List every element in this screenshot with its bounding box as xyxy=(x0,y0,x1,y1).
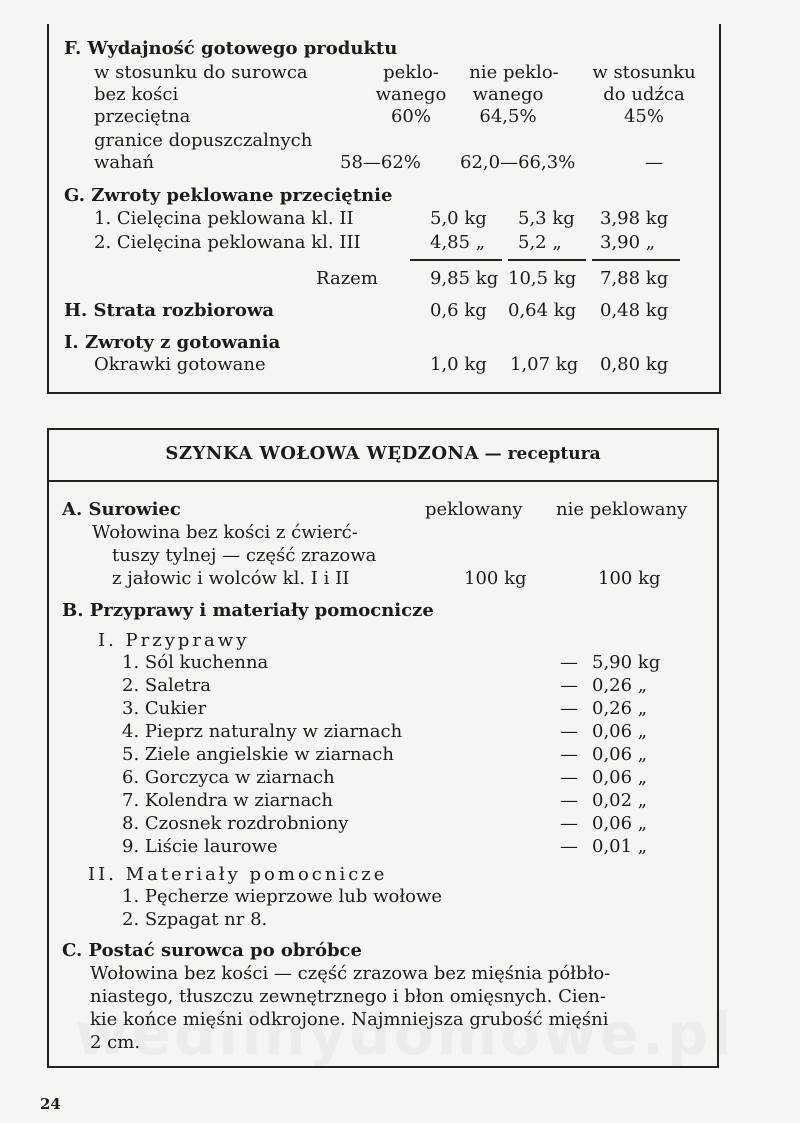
col1-label-line2: bez kości xyxy=(94,84,179,105)
G-total-label: Razem xyxy=(316,268,378,289)
spice-value: 0,26 „ xyxy=(592,698,648,719)
A-col-niepekl-label: nie peklowany xyxy=(556,499,688,520)
I-v2: 1,07 kg xyxy=(510,354,579,375)
C-line: 2 cm. xyxy=(90,1032,141,1053)
spice-value: 0,06 „ xyxy=(592,813,648,834)
material-item: 1. Pęcherze wieprzowe lub wołowe xyxy=(122,886,443,907)
recipe-title xyxy=(49,443,717,465)
B-sub2: II. Materiały pomocnicze xyxy=(88,864,388,885)
G-row-2-v1: 4,85 „ xyxy=(430,232,486,253)
spice-value: 0,02 „ xyxy=(592,790,648,811)
G-row-1-v3: 3,98 kg xyxy=(600,208,669,229)
spice-dash: — xyxy=(560,721,578,742)
spice-dash: — xyxy=(560,813,578,834)
col-udziec-label-line2: do udźca xyxy=(603,84,685,105)
I-v3: 0,80 kg xyxy=(600,354,669,375)
page-number: 24 xyxy=(40,1095,61,1113)
G-total-v3: 7,88 kg xyxy=(600,268,669,289)
spice-name: 7. Kolendra w ziarnach xyxy=(122,790,333,811)
avg-pekl-value: 60% xyxy=(390,106,431,127)
G-sum-rule-1 xyxy=(410,259,502,261)
G-row-2-label: 2. Cielęcina peklowana kl. III xyxy=(94,232,361,253)
A-desc-line3: z jałowic i wolców kl. I i II xyxy=(112,568,350,589)
spice-dash: — xyxy=(560,652,578,673)
G-row-1-v1: 5,0 kg xyxy=(430,208,487,229)
col-pekl-label-line2: wanego xyxy=(375,84,447,105)
title-divider xyxy=(49,480,717,482)
spice-dash: — xyxy=(560,675,578,696)
G-total-v1: 9,85 kg xyxy=(430,268,499,289)
spice-name: 6. Gorczyca w ziarnach xyxy=(122,767,335,788)
spice-dash: — xyxy=(560,767,578,788)
A-v-niepekl: 100 kg xyxy=(598,568,661,589)
I-v1: 1,0 kg xyxy=(430,354,487,375)
G-row-1-label: 1. Cielęcina peklowana kl. II xyxy=(94,208,354,229)
range-niepekl-value: 62,0—66,3% xyxy=(460,152,576,173)
recipe-title-main: SZYNKA WOŁOWA WĘDZONA xyxy=(165,443,479,464)
col-pekl-label-line1: peklo- xyxy=(383,62,439,83)
A-desc-line1: Wołowina bez kości z ćwierć- xyxy=(92,522,358,543)
C-line: kie końce mięśni odkrojone. Najmniejsza grubość mięśni xyxy=(90,1009,609,1030)
range-udziec-value: — xyxy=(645,152,663,173)
avg-label: przeciętna xyxy=(94,106,191,127)
A-col-pekl-label: peklowany xyxy=(425,499,523,520)
H-v2: 0,64 kg xyxy=(508,300,577,321)
heading-G: G. Zwroty peklowane przeciętnie xyxy=(64,185,393,206)
H-v3: 0,48 kg xyxy=(600,300,669,321)
col-niepekl-label-line1: nie peklo- xyxy=(469,62,559,83)
A-v-pekl: 100 kg xyxy=(464,568,527,589)
spice-dash: — xyxy=(560,790,578,811)
recipe-title-suffix: — receptura xyxy=(484,444,601,464)
col-niepekl-label-line2: wanego xyxy=(472,84,544,105)
spice-value: 0,06 „ xyxy=(592,744,648,765)
range-pekl-value: 58—62% xyxy=(340,152,421,173)
spice-name: 4. Pieprz naturalny w ziarnach xyxy=(122,721,403,742)
C-line: Wołowina bez kości — część zrazowa bez mięśnia półbło- xyxy=(90,963,611,984)
spice-value: 0,26 „ xyxy=(592,675,648,696)
col-udziec-label-line1: w stosunku xyxy=(592,62,696,83)
spice-value: 0,01 „ xyxy=(592,836,648,857)
A-desc-line2: tuszy tylnej — część zrazowa xyxy=(112,545,377,566)
spice-dash: — xyxy=(560,836,578,857)
spice-dash: — xyxy=(560,698,578,719)
G-row-2-v3: 3,90 „ xyxy=(600,232,656,253)
spice-value: 0,06 „ xyxy=(592,767,648,788)
range-label-line2: wahań xyxy=(94,152,155,173)
spice-value: 5,90 kg xyxy=(592,652,661,673)
spice-name: 9. Liście laurowe xyxy=(122,836,278,857)
I-row-label: Okrawki gotowane xyxy=(94,354,266,375)
avg-niepekl-value: 64,5% xyxy=(479,106,537,127)
spice-name: 3. Cukier xyxy=(122,698,207,719)
heading-I: I. Zwroty z gotowania xyxy=(64,332,281,353)
heading-A: A. Surowiec xyxy=(62,499,181,520)
spice-value: 0,06 „ xyxy=(592,721,648,742)
material-item: 2. Szpagat nr 8. xyxy=(122,909,268,930)
col1-label-line1: w stosunku do surowca xyxy=(94,62,308,83)
heading-F: F. Wydajność gotowego produktu xyxy=(64,38,398,59)
spice-name: 8. Czosnek rozdrobniony xyxy=(122,813,349,834)
spice-name: 5. Ziele angielskie w ziarnach xyxy=(122,744,394,765)
G-sum-rule-3 xyxy=(592,259,680,261)
H-v1: 0,6 kg xyxy=(430,300,487,321)
B-sub1: I. Przyprawy xyxy=(98,630,250,651)
heading-C: C. Postać surowca po obróbce xyxy=(62,940,362,961)
spice-name: 1. Sól kuchenna xyxy=(122,652,269,673)
C-line: niastego, tłuszczu zewnętrznego i błon omięsnych. Cien- xyxy=(90,986,606,1007)
avg-udziec-value: 45% xyxy=(623,106,664,127)
G-sum-rule-2 xyxy=(508,259,586,261)
G-row-1-v2: 5,3 kg xyxy=(518,208,575,229)
G-row-2-v2: 5,2 „ xyxy=(518,232,562,253)
heading-B: B. Przyprawy i materiały pomocnicze xyxy=(62,600,434,621)
spice-name: 2. Saletra xyxy=(122,675,211,696)
range-label-line1: granice dopuszczalnych xyxy=(94,130,313,151)
spice-dash: — xyxy=(560,744,578,765)
G-total-v2: 10,5 kg xyxy=(508,268,577,289)
heading-H: H. Strata rozbiorowa xyxy=(64,300,275,321)
